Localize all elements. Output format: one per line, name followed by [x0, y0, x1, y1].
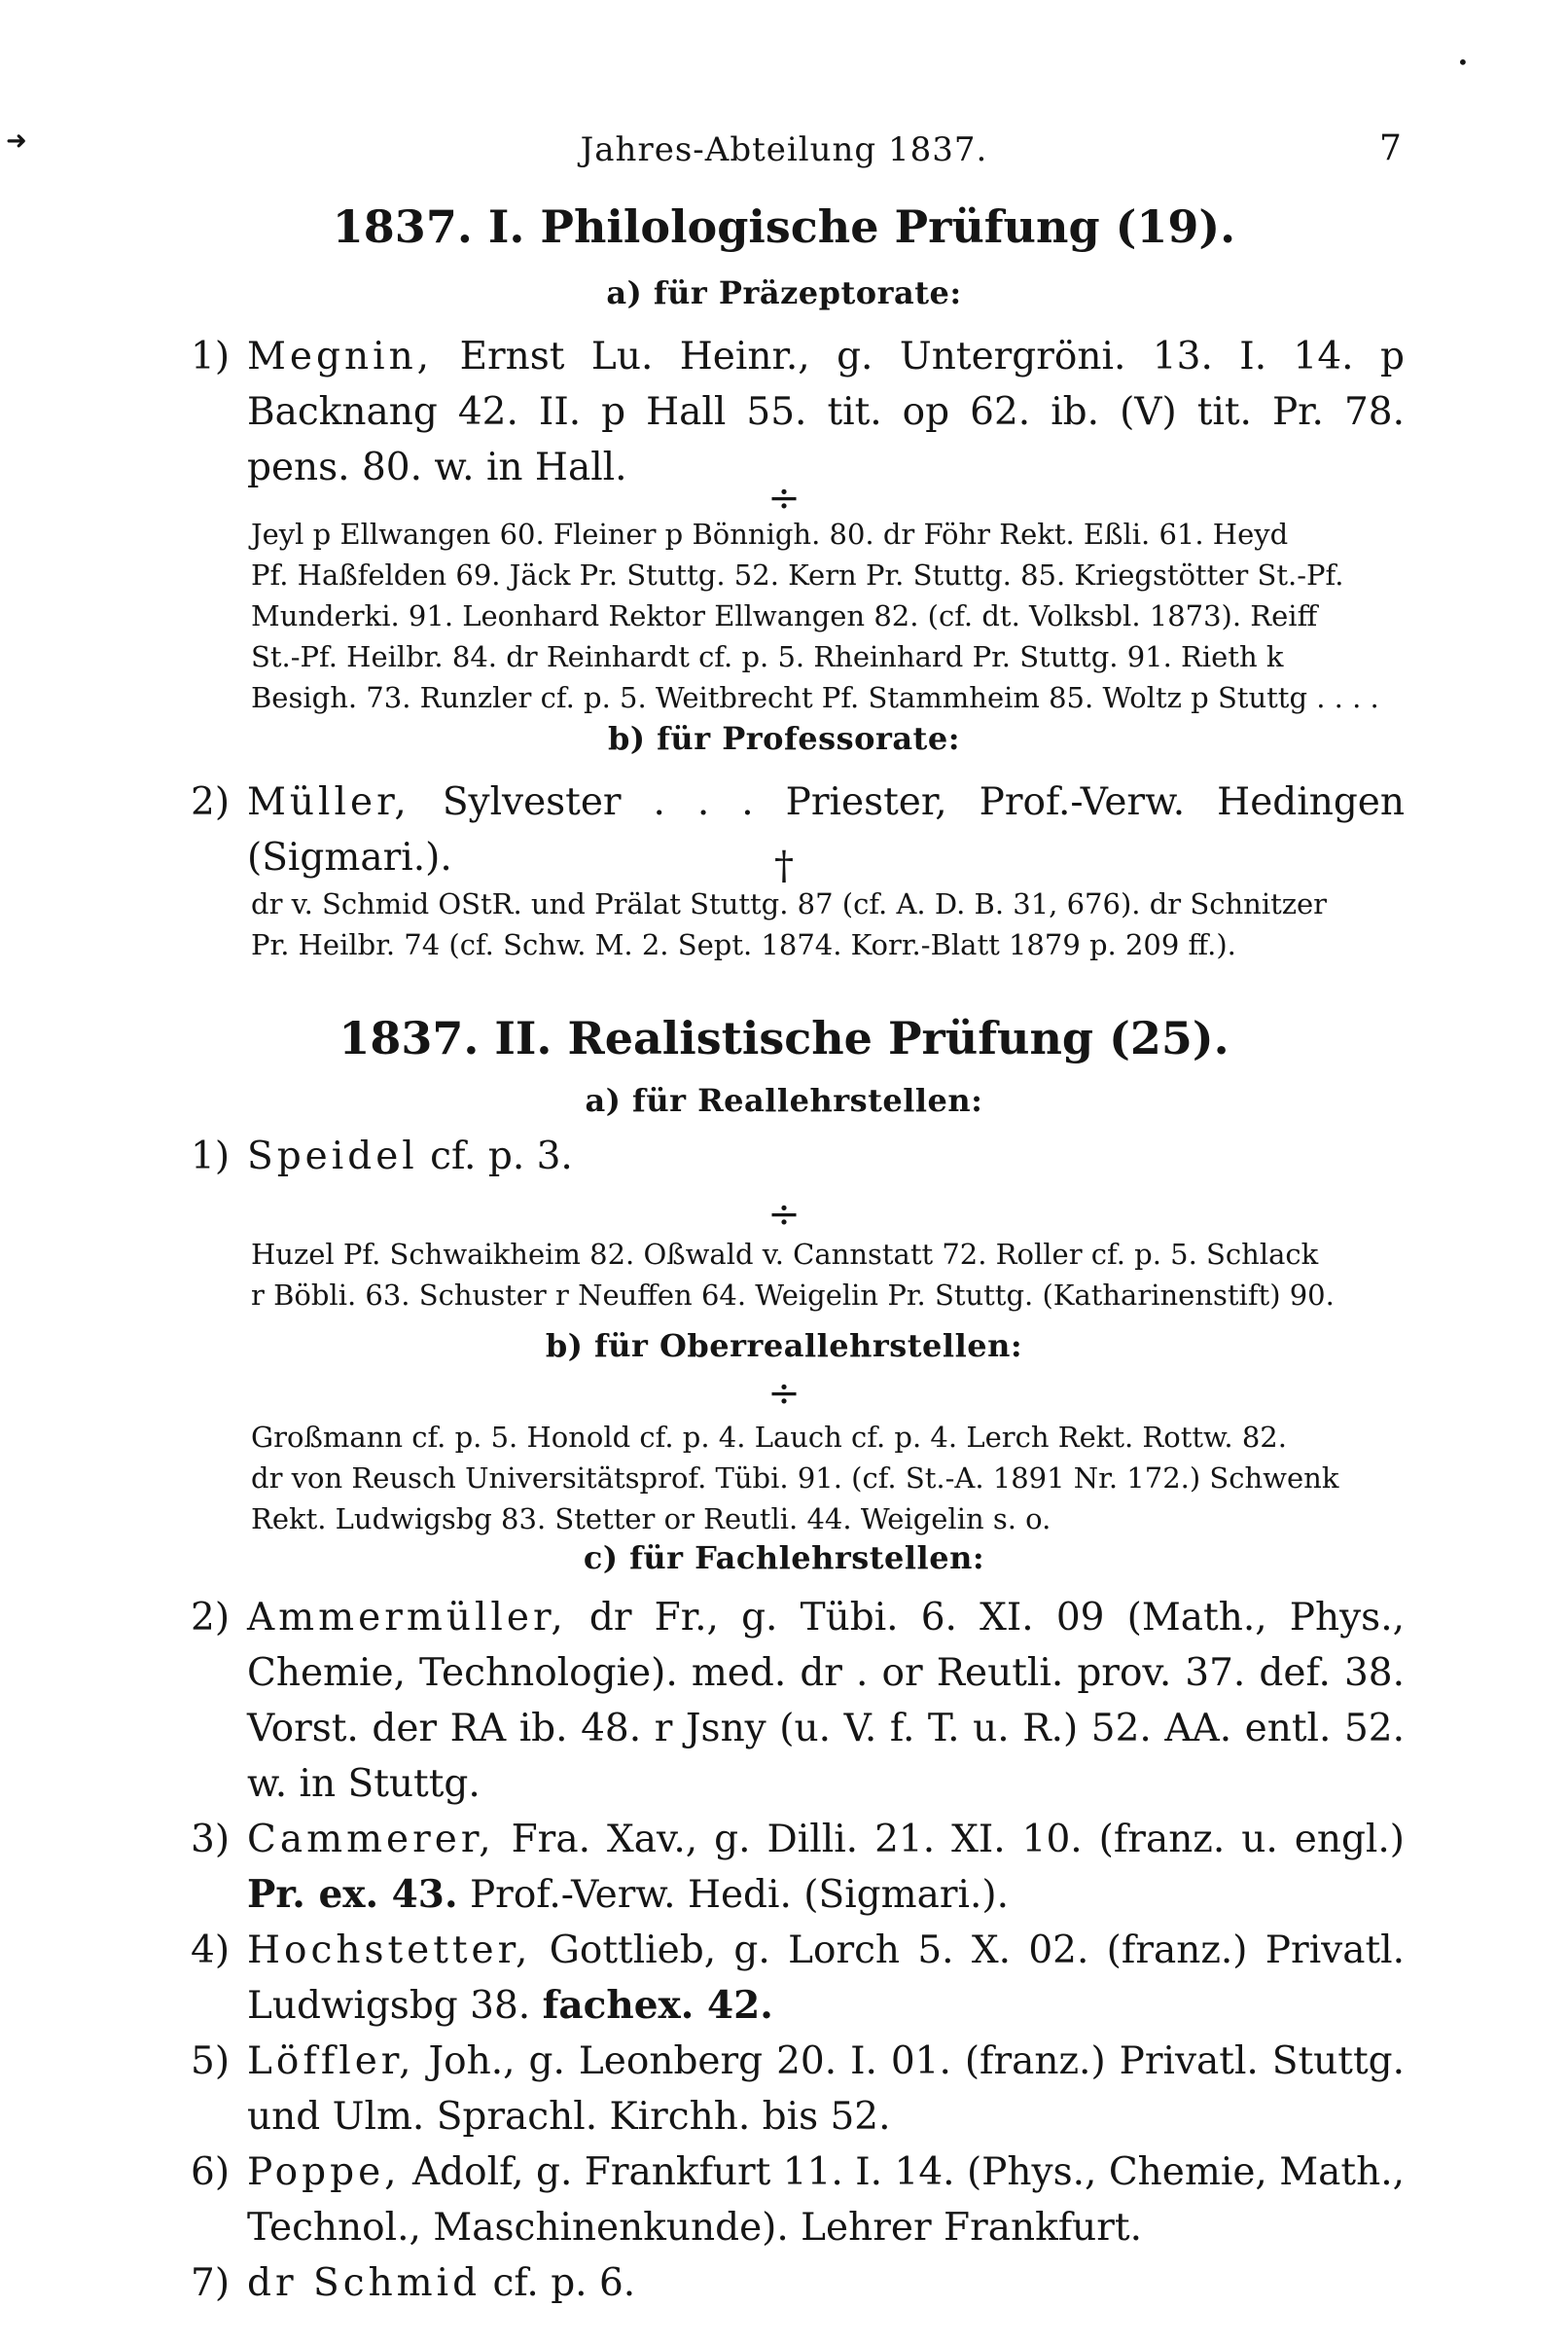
entry-text	[247, 2034, 1405, 2145]
deceased-marker: †	[774, 844, 794, 888]
entry-speidel	[191, 1129, 1407, 1184]
subheading-reallehrstellen: a) für Reallehrstellen:	[585, 1082, 983, 1119]
entry-details-continued: Prof.-Verw. Hedi. (Sigmari.).	[469, 1873, 1009, 1917]
entry-details: Joh., g. Leonberg 20. I. 01. (franz.) Privatl. Stuttg. und Ulm. Sprachl. Kirchh. bis 52.	[247, 2039, 1405, 2139]
entry-details: cf. p. 3.	[430, 1135, 573, 1178]
list-line: Jeyl p Ellwangen 60. Fleiner p Bönnigh. 80. dr Föhr Rekt. Eßli. 61. Heyd	[251, 518, 1289, 551]
entry-details: Gottlieb, g. Lorch 5. X. 02. (franz.) Privatl. Ludwigsbg 38.	[247, 1928, 1405, 2028]
entry-number: 2)	[191, 780, 231, 824]
entry-details: Adolf, g. Frankfurt 11. I. 14. (Phys., Chemie, Math., Technol., Maschinenkunde). Lehrer Frankfurt.	[247, 2150, 1405, 2250]
subheading-fachlehrstellen: c) für Fachlehrstellen:	[583, 1539, 985, 1576]
entry-details: Ernst Lu. Heinr., g. Untergröni. 13. I. 14. p Backnang 42. II. p Hall 55. tit. op 62. ib. (V) tit. Pr. 78. pens. 80. w. in Hall.	[247, 335, 1405, 489]
entry-exam-note: Pr. ex. 43.	[247, 1872, 458, 1917]
list-line: Pf. Haßfelden 69. Jäck Pr. Stuttg. 52. Kern Pr. Stuttg. 85. Kriegstötter St.-Pf.	[251, 559, 1344, 592]
deceased-marker: ÷	[767, 476, 801, 521]
list-line: St.-Pf. Heilbr. 84. dr Reinhardt cf. p. 5. Rheinhard Pr. Stuttg. 91. Rieth k	[251, 640, 1284, 673]
entry-text	[247, 2145, 1405, 2255]
subheading-professorate: b) für Professorate:	[608, 720, 960, 757]
entry-name: Löffler,	[247, 2039, 415, 2083]
entry-text	[247, 1129, 1405, 1184]
list-line: dr v. Schmid OStR. und Prälat Stuttg. 87 (cf. A. D. B. 31, 676). dr Schnitzer	[251, 887, 1328, 920]
entry-loeffler	[191, 2034, 1407, 2145]
entry-text	[247, 1923, 1405, 2034]
list-line: Rekt. Ludwigsbg 83. Stetter or Reutli. 44. Weigelin s. o.	[251, 1502, 1051, 1535]
running-title: Jahres-Abteilung 1837.	[580, 130, 988, 169]
entry-number: 6)	[191, 2150, 231, 2194]
entry-exam-note: fachex. 42.	[542, 1983, 773, 2028]
margin-dot-mark: •	[1457, 51, 1469, 74]
entry-number: 4)	[191, 1928, 231, 1972]
entry-number: 1)	[191, 1135, 231, 1178]
entry-name: Poppe,	[247, 2150, 401, 2194]
margin-arrow-mark: ➜	[6, 126, 27, 156]
deceased-list-reallehrstellen	[251, 1234, 1379, 1316]
deceased-marker: ÷	[767, 1192, 801, 1237]
section-heading-realistische-pruefung: 1837. II. Realistische Prüfung (25).	[339, 1012, 1229, 1064]
entry-text	[247, 1812, 1405, 1923]
page-header	[0, 125, 1568, 183]
deceased-list-praezeptorate	[251, 514, 1379, 718]
entry-name: Cammerer,	[247, 1818, 495, 1861]
list-line: dr von Reusch Universitätsprof. Tübi. 91. (cf. St.-A. 1891 Nr. 172.) Schwenk	[251, 1461, 1339, 1495]
list-line: Besigh. 73. Runzler cf. p. 5. Weitbrecht Pf. Stammheim 85. Woltz p Stuttg . . . .	[251, 681, 1379, 714]
entry-name: Müller,	[247, 780, 410, 824]
list-line: r Böbli. 63. Schuster r Neuffen 64. Weigelin Pr. Stuttg. (Katharinenstift) 90.	[251, 1279, 1335, 1312]
entry-poppe	[191, 2145, 1407, 2255]
entry-megnin	[191, 329, 1407, 495]
deceased-list-professorate	[251, 883, 1379, 965]
entry-number: 5)	[191, 2039, 231, 2083]
deceased-marker: ÷	[767, 1371, 801, 1416]
entry-name: Ammermüller,	[247, 1596, 567, 1640]
entry-cammerer	[191, 1812, 1407, 1923]
entry-details: dr Fr., g. Tübi. 6. XI. 09 (Math., Phys., Chemie, Technologie). med. dr . or Reutli. prov. 37. def. 38. Vorst. der RA ib. 48. r Jsny (u. V. f. T. u. R.) 52. AA. entl. 52. w. in Stuttg.	[247, 1596, 1405, 1806]
page-number: 7	[1379, 128, 1402, 168]
entry-number: 2)	[191, 1596, 231, 1640]
list-line: Großmann cf. p. 5. Honold cf. p. 4. Lauch cf. p. 4. Lerch Rekt. Rottw. 82.	[251, 1421, 1287, 1454]
entry-name: Hochstetter,	[247, 1928, 532, 1972]
list-line: Pr. Heilbr. 74 (cf. Schw. M. 2. Sept. 1874. Korr.-Blatt 1879 p. 209 ff.).	[251, 928, 1236, 961]
subheading-oberreallehrstellen: b) für Oberreallehrstellen:	[545, 1327, 1023, 1364]
entry-schmid	[191, 2255, 1407, 2311]
entry-text	[247, 1590, 1405, 1812]
list-line: Huzel Pf. Schwaikheim 82. Oßwald v. Cannstatt 72. Roller cf. p. 5. Schlack	[251, 1238, 1319, 1271]
entry-text	[247, 2255, 1405, 2311]
entry-number: 7)	[191, 2261, 231, 2305]
deceased-list-oberreallehrstellen	[251, 1417, 1379, 1539]
entry-text	[247, 329, 1405, 495]
entry-number: 1)	[191, 335, 231, 378]
entry-details: cf. p. 6.	[492, 2261, 636, 2305]
entry-mueller	[191, 775, 1407, 880]
subheading-praezeptorate: a) für Präzeptorate:	[606, 274, 962, 311]
entry-hochstetter	[191, 1923, 1407, 2034]
list-line: Munderki. 91. Leonhard Rektor Ellwangen 82. (cf. dt. Volksbl. 1873). Reiff	[251, 599, 1318, 632]
entry-details: Fra. Xav., g. Dilli. 21. XI. 10. (franz. u. engl.)	[511, 1818, 1405, 1861]
entry-name: dr Schmid	[247, 2261, 481, 2305]
entry-ammermueller	[191, 1590, 1407, 1812]
entry-name: Speidel	[247, 1135, 418, 1178]
entry-number: 3)	[191, 1818, 231, 1861]
entry-details: Sylvester . . . Priester, Prof.-Verw. Hedingen (Sigmari.).	[247, 780, 1405, 880]
entry-name: Megnin,	[247, 335, 434, 378]
section-heading-philologische-pruefung: 1837. I. Philologische Prüfung (19).	[332, 200, 1236, 253]
